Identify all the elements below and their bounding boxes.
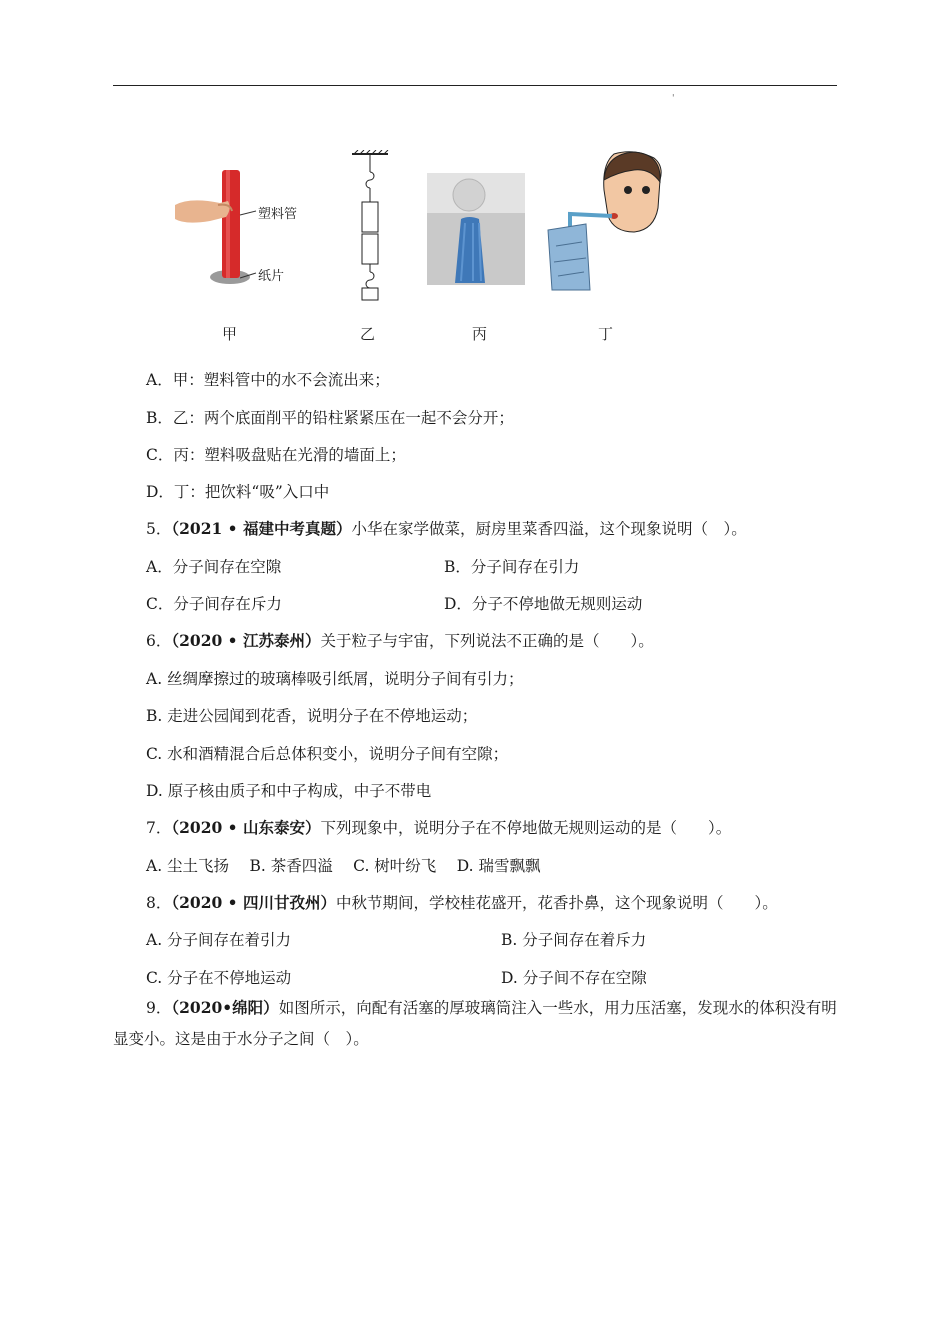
q9-number: 9． [146, 999, 172, 1017]
q6-option-d: D. 原子核由质子和中子构成，中子不带电 [146, 782, 432, 800]
caption-yi: 乙 [360, 325, 376, 343]
label-paper: 纸片 [258, 269, 285, 284]
q7-text: 下列现象中，说明分子在不停地做无规则运动的是（ ）。 [320, 819, 732, 837]
q8-option-d: D. 分子间不存在空隙 [501, 969, 647, 987]
q7-options: A. 尘土飞扬 B. 茶香四溢 C. 树叶纷飞 D. 瑞雪飘飘 [146, 857, 541, 875]
q6-stem [146, 631, 654, 651]
figure-strip [170, 145, 690, 345]
q8-number: 8． [146, 894, 172, 912]
q4-option-b: B．乙：两个底面削平的铅柱紧紧压在一起不会分开； [146, 409, 514, 427]
q6-option-b: B. 走进公园闻到花香，说明分子在不停地运动； [146, 707, 478, 725]
q5-text: 小华在家学做菜，厨房里菜香四溢，这个现象说明（ ）。 [351, 520, 747, 538]
q4-option-c: C．丙：塑料吸盘贴在光滑的墙面上； [146, 446, 406, 464]
q8-option-c: C. 分子在不停地运动 [146, 969, 292, 987]
q9-text: 如图所示，向配有活塞的厚玻璃筒注入一些水，用力压活塞，发现水的体积没有明显变小。这是由于水分子之间（ ）。 [113, 999, 837, 1048]
page-mark: ' [672, 94, 675, 104]
q5-option-d: D．分子不停地做无规则运动 [444, 595, 643, 613]
figure-bing [427, 173, 525, 285]
caption-jia: 甲 [222, 325, 238, 343]
q9-paragraph [113, 992, 837, 1055]
header-rule [113, 85, 837, 86]
q6-option-a: A. 丝绸摩擦过的玻璃棒吸引纸屑，说明分子间有引力； [146, 670, 524, 688]
q8-option-a: A. 分子间存在着引力 [146, 931, 292, 949]
q7-number: 7． [146, 819, 172, 837]
q8-text: 中秋节期间，学校桂花盛开，花香扑鼻，这个现象说明（ ）。 [335, 894, 778, 912]
q5-option-c: C．分子间存在斥力 [146, 595, 282, 613]
q6-text: 关于粒子与宇宙，下列说法不正确的是（ ）。 [320, 632, 654, 650]
figure-jia [170, 165, 310, 290]
q5-option-a: A．分子间存在空隙 [146, 558, 282, 576]
q7-stem [146, 818, 731, 838]
q8-stem [146, 893, 778, 913]
q8-option-b: B. 分子间存在着斥力 [501, 931, 647, 949]
q6-option-c: C. 水和酒精混合后总体积变小，说明分子间有空隙； [146, 745, 509, 763]
q5-number: 5． [146, 520, 172, 538]
figure-ding [542, 150, 667, 295]
q5-source: （2021 • 福建中考真题） [171, 519, 352, 538]
q5-option-b: B．分子间存在引力 [444, 558, 580, 576]
q6-source: （2020 • 江苏泰州） [171, 631, 321, 650]
figure-yi [350, 150, 390, 305]
q5-stem [146, 519, 747, 539]
q7-source: （2020 • 山东泰安） [171, 818, 321, 837]
caption-ding: 丁 [598, 325, 614, 343]
caption-bing: 丙 [472, 325, 488, 343]
q8-source: （2020 • 四川甘孜州） [171, 893, 336, 912]
label-tube: 塑料管 [258, 207, 298, 222]
q9-source: （2020•绵阳） [171, 998, 279, 1017]
q6-number: 6． [146, 632, 172, 650]
q4-option-d: D．丁：把饮料“吸”入口中 [146, 483, 330, 501]
q4-option-a: A．甲：塑料管中的水不会流出来； [146, 371, 390, 389]
